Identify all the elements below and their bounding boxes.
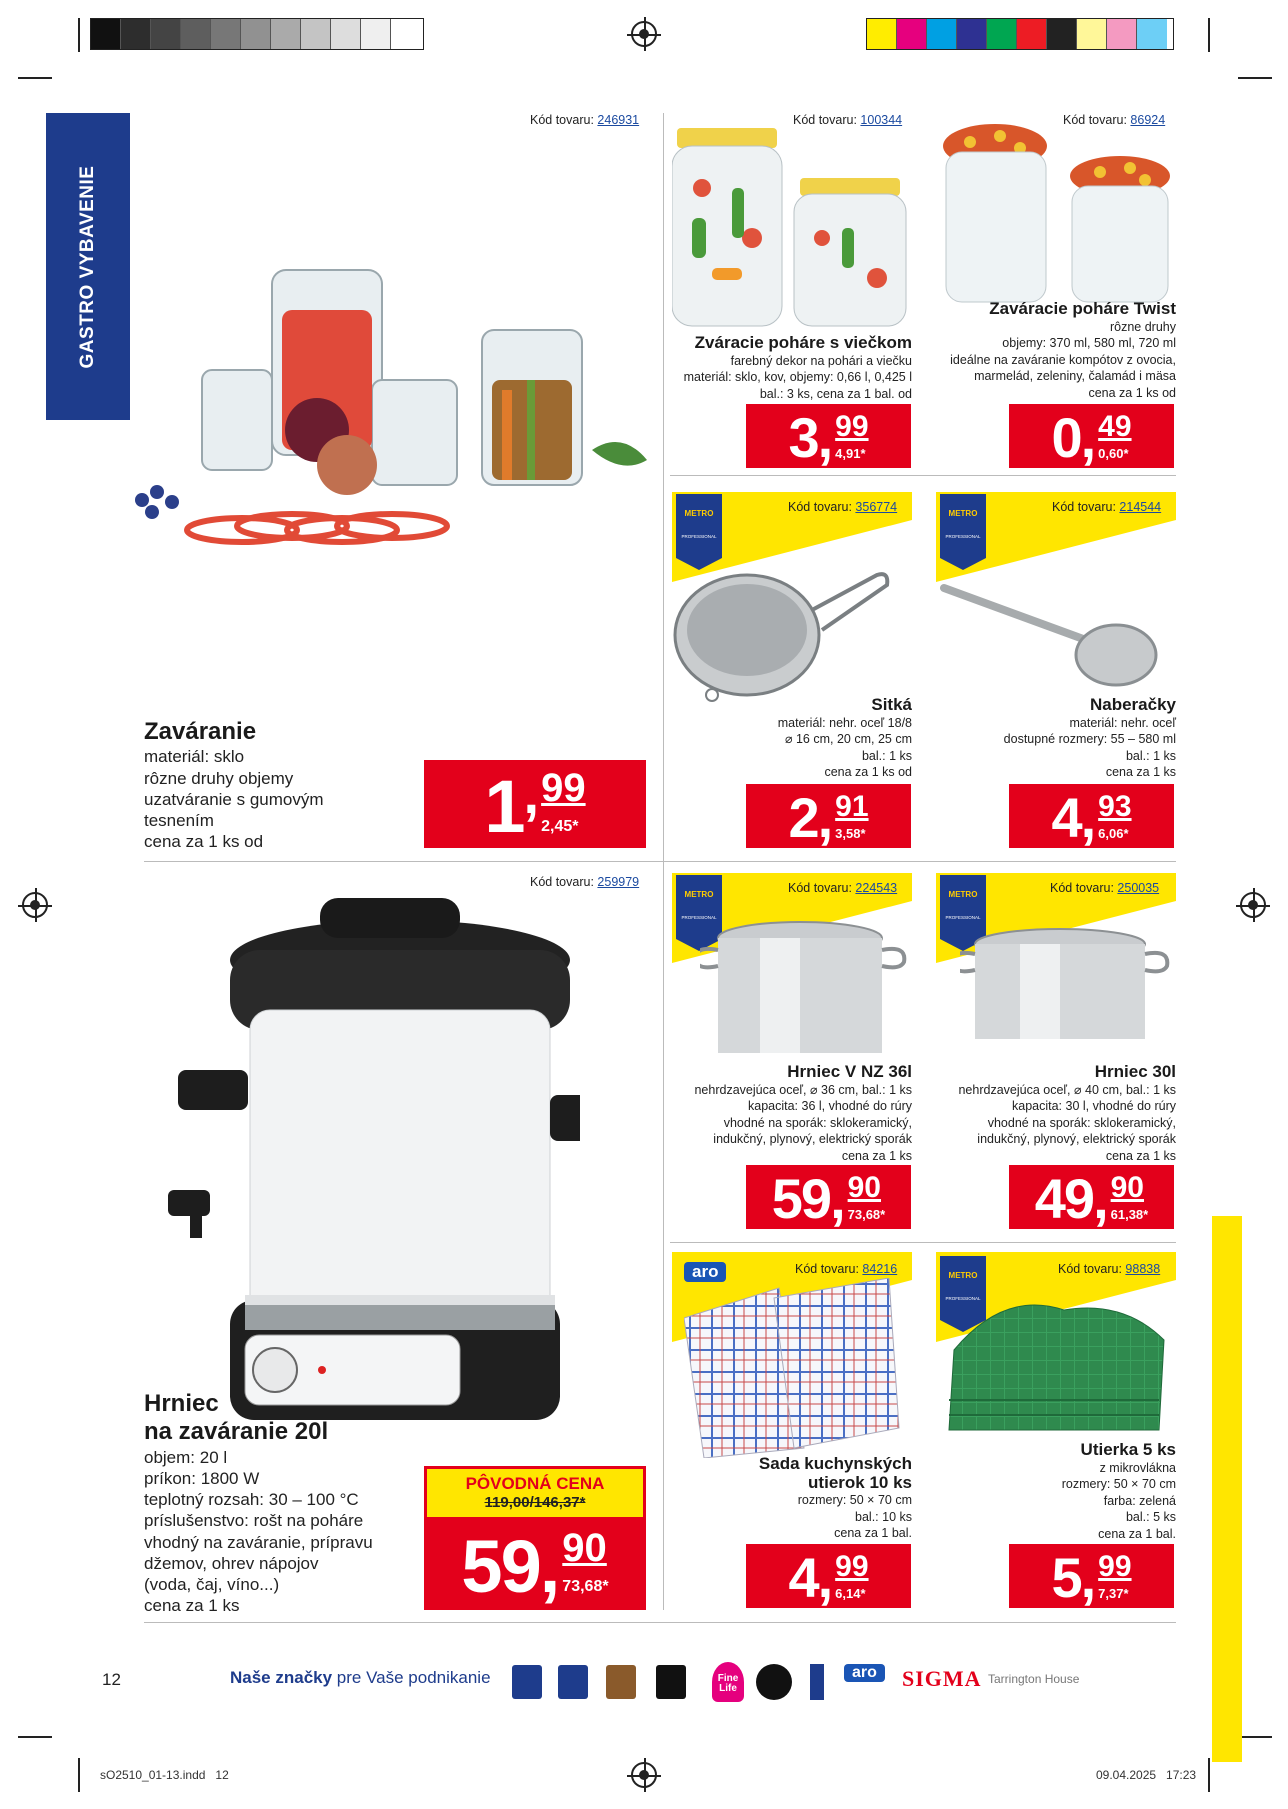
- product-desc-line: cena za 1 ks od: [824, 765, 912, 780]
- price-box: 4 , 99 6,14*: [746, 1544, 911, 1608]
- product-title: na zaváranie 20l: [144, 1418, 329, 1446]
- price-with-vat: 2,45*: [541, 818, 579, 835]
- product-desc-line: materiál: nehr. oceľ: [1069, 715, 1176, 730]
- product-title: Zaváranie: [144, 718, 257, 745]
- green-cloths-image: [934, 1290, 1174, 1440]
- product-desc-line: cena za 1 ks od: [144, 832, 264, 852]
- crop-mark: [78, 18, 80, 52]
- price-integer: 49: [1034, 1167, 1094, 1230]
- product-code: Kód tovaru: 259979: [530, 875, 640, 889]
- price-with-vat: 6,14*: [835, 1586, 866, 1601]
- fm-logo[interactable]: [810, 1664, 824, 1700]
- product-code: Kód tovaru: 250035: [1050, 881, 1160, 895]
- checked-towels-image: [684, 1278, 904, 1458]
- price-decimal: 90: [847, 1171, 881, 1204]
- metro-professional-logo: METRO PROFESSIONAL: [940, 875, 986, 939]
- product-code-link[interactable]: 356774: [855, 500, 898, 514]
- product-desc-line: džemov, ohrev nápojov: [144, 1553, 319, 1573]
- price-with-vat: 7,37*: [1098, 1586, 1129, 1601]
- product-desc-line: teplotný rozsah: 30 – 100 °C: [144, 1490, 359, 1510]
- price-box: 3 , 99 4,91*: [746, 404, 911, 468]
- product-desc-line: materiál: sklo, kov, objemy: 0,66 l, 0,425 l: [683, 370, 912, 385]
- price-decimal: 99: [835, 410, 869, 443]
- product-info: [900, 300, 1176, 401]
- product-desc-line: vhodný na zaváranie, prípravu: [144, 1532, 373, 1552]
- product-title: Utierka 5 ks: [1080, 1440, 1176, 1459]
- product-code: Kód tovaru: 246931: [530, 113, 640, 127]
- product-desc-line: rôzne druhy: [1109, 319, 1176, 334]
- product-title: Naberačky: [1089, 695, 1176, 714]
- product-code-link[interactable]: 86924: [1130, 113, 1166, 127]
- product-title: Sitká: [871, 695, 912, 714]
- product-desc-line: marmelád, zeleniny, čalamád i mäsa: [974, 369, 1176, 384]
- metro-chef-logo[interactable]: [512, 1665, 542, 1699]
- price-integer: 3: [788, 406, 818, 469]
- product-desc-line: cena za 1 ks: [1105, 1148, 1176, 1163]
- product-desc-line: príslušenstvo: rošt na poháre: [144, 1511, 364, 1531]
- product-desc-line: vhodné na sporák: sklokeramický,: [987, 1115, 1176, 1130]
- product-desc-line: rozmery: 50 × 70 cm: [797, 1493, 912, 1508]
- product-desc-line: cena za 1 ks od: [1088, 385, 1176, 400]
- brands-heading-bold: Naše značky: [230, 1668, 333, 1687]
- registration-mark: [1240, 892, 1266, 918]
- product-code-link[interactable]: 98838: [1125, 1262, 1161, 1276]
- price-decimal: 99: [541, 766, 586, 810]
- original-price-label: PÔVODNÁ CENA: [465, 1474, 605, 1493]
- price-integer: 4: [1051, 786, 1081, 849]
- right-edge-yellow-bar: [1212, 1216, 1242, 1762]
- product-code-link[interactable]: 259979: [597, 875, 640, 889]
- product-info: [144, 1390, 424, 1617]
- product-code-link[interactable]: 250035: [1117, 881, 1160, 895]
- twist-jars-image: [940, 124, 1180, 304]
- price-integer: 2: [788, 786, 818, 849]
- price-box: 49 , 90 61,38*: [1009, 1165, 1174, 1229]
- price-decimal: 90: [562, 1526, 607, 1570]
- crop-mark: [1238, 77, 1272, 79]
- product-desc-line: materiál: sklo: [144, 747, 245, 767]
- product-info: [936, 696, 1176, 781]
- price-integer: 59: [461, 1525, 540, 1608]
- riodora-logo[interactable]: [756, 1664, 792, 1700]
- price-integer: 59: [771, 1167, 831, 1230]
- original-price-box: [424, 1466, 646, 1520]
- price-with-vat: 73,68*: [847, 1207, 886, 1222]
- row-divider: [144, 1622, 1176, 1623]
- product-desc-line: farba: zelená: [1103, 1493, 1176, 1508]
- product-code: Kód tovaru: 356774: [788, 500, 898, 514]
- rioba-logo[interactable]: [656, 1665, 686, 1699]
- row-divider: [144, 861, 1176, 862]
- ladle-image: [936, 570, 1176, 700]
- product-desc-line: rozmery: 50 × 70 cm: [1061, 1477, 1176, 1492]
- canning-jars-image: [122, 230, 652, 560]
- price-decimal: 91: [835, 790, 869, 823]
- price-with-vat: 4,91*: [835, 446, 866, 461]
- crop-mark: [1208, 18, 1210, 52]
- crop-mark: [1238, 1736, 1272, 1738]
- product-desc-line: cena za 1 bal.: [1098, 1526, 1176, 1541]
- product-desc-line: ideálne na zaváranie kompótov z ovocia,: [950, 352, 1176, 367]
- price-box: 4 , 93 6,06*: [1009, 784, 1174, 848]
- product-desc-line: nehrdzavejúca oceľ, ⌀ 40 cm, bal.: 1 ks: [958, 1082, 1176, 1097]
- product-title: Zaváracie poháre Twist: [989, 299, 1176, 318]
- decorated-jars-image: [672, 128, 912, 328]
- metro-professional-logo: METRO PROFESSIONAL: [676, 875, 722, 939]
- price-with-vat: 6,06*: [1098, 826, 1129, 841]
- product-code-link[interactable]: 224543: [855, 881, 898, 895]
- price-decimal: 99: [835, 1550, 869, 1583]
- original-price-value: 119,00/146,37*: [484, 1494, 586, 1511]
- product-desc-line: kapacita: 36 l, vhodné do rúry: [748, 1099, 912, 1114]
- row-divider: [670, 1242, 1176, 1243]
- product-desc-line: materiál: nehr. oceľ 18/8: [777, 715, 912, 730]
- metro-professional-logo: METRO PROFESSIONAL: [940, 1256, 986, 1320]
- price-box: 1 , 99 2,45*: [424, 760, 646, 848]
- crop-mark: [1208, 1758, 1210, 1792]
- stock-pot-image: [700, 910, 910, 1060]
- product-desc-line: objemy: 370 ml, 580 ml, 720 ml: [1002, 336, 1176, 351]
- product-info: [672, 1063, 912, 1164]
- product-desc-line: príkon: 1800 W: [144, 1468, 260, 1488]
- brands-heading-rest: pre Vaše podnikanie: [332, 1668, 491, 1687]
- product-desc-line: uzatváranie s gumovým: [144, 789, 324, 809]
- file-slug: sO2510_01-13.indd 12: [100, 1768, 229, 1782]
- product-desc-line: bal.: 3 ks, cena za 1 bal. od: [759, 386, 912, 401]
- product-desc-line: dostupné rozmery: 55 – 580 ml: [1003, 732, 1176, 747]
- price-with-vat: 0,60*: [1098, 446, 1129, 461]
- product-title: utierok 10 ks: [808, 1472, 912, 1492]
- product-desc-line: objem: 20 l: [144, 1447, 228, 1467]
- product-desc-line: cena za 1 bal.: [834, 1526, 912, 1541]
- price-with-vat: 3,58*: [835, 826, 866, 841]
- product-code: Kód tovaru: 98838: [1058, 1262, 1161, 1276]
- registration-mark: [22, 892, 48, 918]
- product-desc-line: cena za 1 ks: [144, 1596, 240, 1616]
- metro-professional-brand-logo[interactable]: [558, 1665, 588, 1699]
- brands-heading: [230, 1668, 491, 1688]
- section-tab-label: GASTRO VYBAVENIE: [77, 165, 98, 368]
- product-info: [936, 1441, 1176, 1542]
- product-info: [672, 334, 912, 402]
- price-box: 59 , 90 73,68*: [746, 1165, 911, 1229]
- product-desc-line: bal.: 1 ks: [1125, 748, 1176, 763]
- section-tab: [46, 113, 130, 420]
- product-code: Kód tovaru: 84216: [795, 1262, 898, 1276]
- tarrington-house-logo[interactable]: Tarrington House: [988, 1672, 1080, 1686]
- product-code-link[interactable]: 100344: [860, 113, 903, 127]
- price-with-vat: 61,38*: [1110, 1207, 1149, 1222]
- product-code: Kód tovaru: 100344: [793, 113, 903, 127]
- price-integer: 5: [1051, 1546, 1081, 1609]
- product-desc-line: kapacita: 30 l, vhodné do rúry: [1012, 1099, 1176, 1114]
- price-integer: 0: [1051, 406, 1081, 469]
- crop-mark: [18, 1736, 52, 1738]
- price-integer: 1: [484, 765, 524, 848]
- price-box: 2 , 91 3,58*: [746, 784, 911, 848]
- product-desc-line: ⌀ 16 cm, 20 cm, 25 cm: [784, 732, 912, 747]
- grayscale-color-bar: [90, 18, 424, 50]
- canning-pot-image: [150, 880, 580, 1420]
- product-desc-line: bal.: 10 ks: [855, 1509, 912, 1524]
- price-decimal: 99: [1098, 1550, 1132, 1583]
- product-desc-line: bal.: 1 ks: [861, 748, 912, 763]
- product-desc-line: z mikrovlákna: [1099, 1460, 1176, 1475]
- product-desc-line: indukčný, plynový, elektrický sporák: [977, 1132, 1176, 1147]
- product-desc-line: cena za 1 ks: [1105, 765, 1176, 780]
- strainer-image: [672, 560, 912, 710]
- product-info: [144, 718, 384, 853]
- metro-professional-logo: METRO PROFESSIONAL: [676, 494, 722, 558]
- price-box: 5 , 99 7,37*: [1009, 1544, 1174, 1608]
- price-with-vat: 73,68*: [562, 1578, 609, 1595]
- product-desc-line: indukčný, plynový, elektrický sporák: [713, 1132, 912, 1147]
- sigma-logo[interactable]: SIGMA: [902, 1666, 982, 1691]
- date-slug: 09.04.2025 17:23: [1096, 1768, 1197, 1782]
- product-code-link[interactable]: 246931: [597, 113, 640, 127]
- registration-mark: [631, 21, 657, 47]
- product-info: [936, 1063, 1176, 1164]
- price-box: 0 , 49 0,60*: [1009, 404, 1174, 468]
- price-decimal: 90: [1110, 1171, 1144, 1204]
- product-desc-line: bal.: 5 ks: [1125, 1510, 1176, 1525]
- fine-life-logo[interactable]: Fine Life: [712, 1662, 744, 1702]
- product-desc-line: farebný dekor na pohári a viečku: [730, 353, 912, 368]
- product-info: [672, 696, 912, 781]
- row-divider: [670, 475, 1176, 476]
- product-code: Kód tovaru: 214544: [1052, 500, 1162, 514]
- metro-professional-logo: METRO PROFESSIONAL: [940, 494, 986, 558]
- price-box: 59 , 90 73,68*: [424, 1520, 646, 1610]
- crop-mark: [78, 1758, 80, 1792]
- price-decimal: 93: [1098, 790, 1132, 823]
- product-desc-line: cena za 1 ks: [841, 1148, 912, 1163]
- registration-mark: [631, 1762, 657, 1788]
- product-desc-line: rôzne druhy objemy: [144, 768, 294, 788]
- product-title: Hrniec V NZ 36l: [787, 1062, 912, 1081]
- product-desc-line: nehrdzavejúca oceľ, ⌀ 36 cm, bal.: 1 ks: [694, 1082, 912, 1097]
- crop-mark: [18, 77, 52, 79]
- product-title: Hrniec: [144, 1390, 219, 1417]
- price-integer: 4: [788, 1546, 818, 1609]
- product-title: Hrniec 30l: [1094, 1062, 1176, 1081]
- product-code-link[interactable]: 214544: [1119, 500, 1162, 514]
- stock-pot-image: [960, 920, 1170, 1050]
- product-desc-line: tesnením: [144, 811, 214, 831]
- product-code: Kód tovaru: 224543: [788, 881, 898, 895]
- product-info: [672, 1455, 912, 1542]
- metro-premium-logo[interactable]: [606, 1665, 636, 1699]
- aro-brand-logo[interactable]: aro: [844, 1664, 885, 1682]
- product-title: Zváracie poháre s viečkom: [694, 333, 912, 352]
- cmyk-color-bar: [866, 18, 1174, 50]
- price-decimal: 49: [1098, 410, 1132, 443]
- page-number: 12: [102, 1670, 121, 1689]
- product-code-link[interactable]: 84216: [862, 1262, 898, 1276]
- product-title: Sada kuchynských: [758, 1454, 912, 1473]
- aro-logo: aro: [684, 1262, 726, 1282]
- product-desc-line: vhodné na sporák: sklokeramický,: [723, 1115, 912, 1130]
- product-desc-line: (voda, čaj, víno...): [144, 1575, 280, 1595]
- product-code: Kód tovaru: 86924: [1063, 113, 1166, 127]
